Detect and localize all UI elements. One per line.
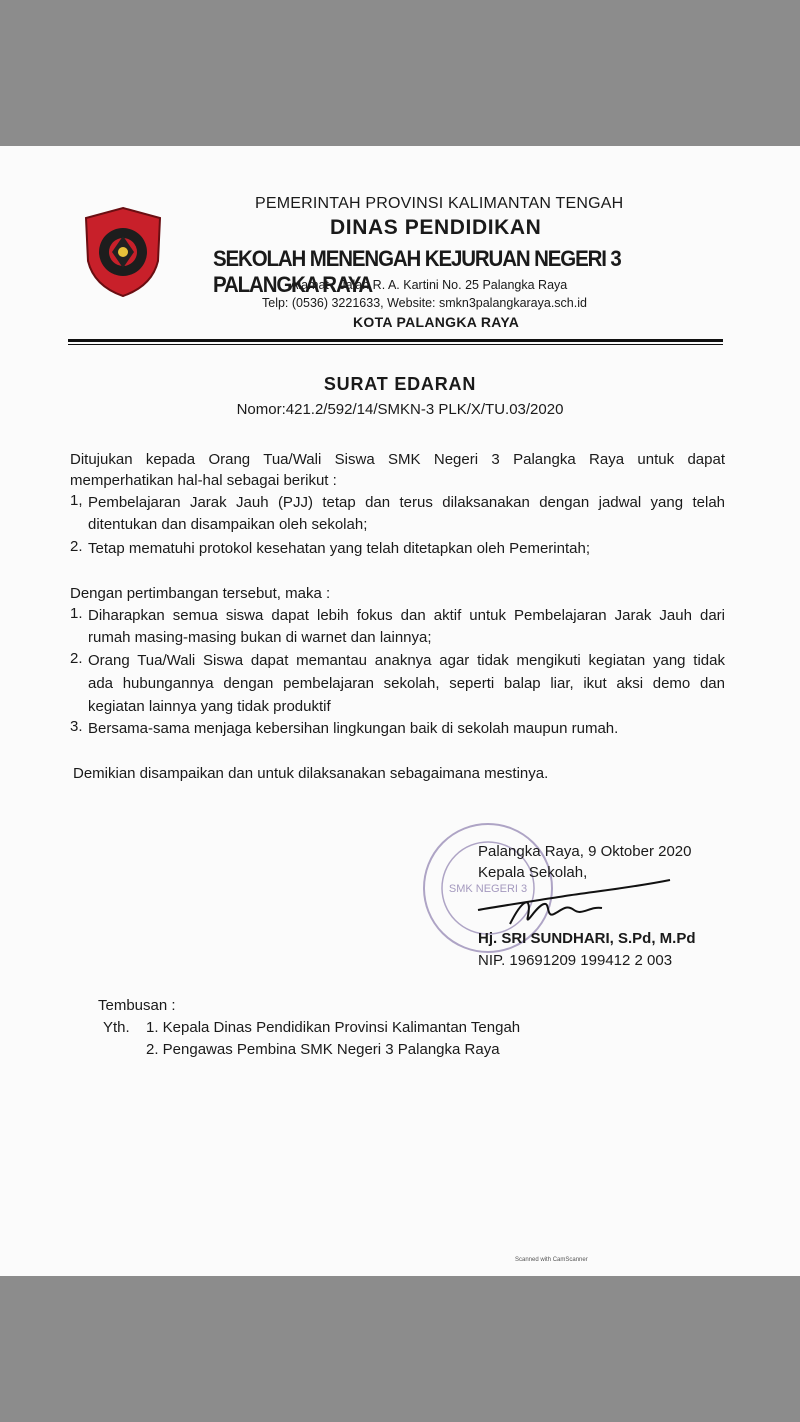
letter-number: Nomor:421.2/592/14/SMKN-3 PLK/X/TU.03/2020 — [236, 401, 564, 418]
copy-item: 2. Pengawas Pembina SMK Negeri 3 Palangka Raya — [146, 1041, 500, 1058]
list-item-text: Pembelajaran Jarak Jauh (PJJ) tetap dan terus dilaksanakan dengan jadwal yang telah — [88, 494, 725, 511]
letterhead-address: Alamat : Jalan R. A. Kartini No. 25 Palangka Raya — [290, 278, 568, 292]
list-number: 3. — [70, 718, 83, 735]
intro-line: Ditujukan kepada Orang Tua/Wali Siswa SMK Negeri 3 Palangka Raya untuk dapat — [70, 451, 725, 468]
intro-line: memperhatikan hal-hal sebagai berikut : — [70, 472, 337, 489]
school-logo — [82, 206, 164, 298]
list-item-text: rumah masing-masing bukan di warnet dan lainnya; — [88, 629, 432, 646]
list-item-text: Diharapkan semua siswa dapat lebih fokus dan aktif untuk Pembelajaran Jarak Jauh dari — [88, 607, 725, 624]
letterhead-contact: Telp: (0536) 3221633, Website: smkn3palangkaraya.sch.id — [262, 296, 587, 310]
copy-item: 1. Kepala Dinas Pendidikan Provinsi Kalimantan Tengah — [146, 1019, 521, 1036]
letterhead-city: KOTA PALANGKA RAYA — [353, 314, 520, 330]
list-item-text: Orang Tua/Wali Siswa dapat memantau anaknya agar tidak mengikuti kegiatan yang tidak — [88, 652, 725, 669]
signatory-nip: NIP. 19691209 199412 2 003 — [478, 952, 673, 969]
list-item-text: ditentukan dan disampaikan oleh sekolah; — [88, 516, 368, 533]
list-number: 2. — [70, 650, 83, 667]
letterhead-divider — [68, 339, 723, 342]
document-page — [0, 146, 800, 1276]
list-number: 1, — [70, 492, 83, 509]
copy-yth: Yth. — [103, 1019, 130, 1036]
letterhead-government: PEMERINTAH PROVINSI KALIMANTAN TENGAH — [255, 195, 624, 212]
letter-title: SURAT EDARAN — [323, 374, 477, 394]
list-number: 1. — [70, 605, 83, 622]
consideration-line: Dengan pertimbangan tersebut, maka : — [70, 585, 331, 602]
list-item-text: Tetap mematuhi protokol kesehatan yang telah ditetapkan oleh Pemerintah; — [88, 540, 590, 557]
letterhead-department: DINAS PENDIDIKAN — [330, 216, 542, 239]
closing-line: Demikian disampaikan dan untuk dilaksanakan sebagaimana mestinya. — [73, 765, 549, 782]
list-item-text: kegiatan lainnya yang tidak produktif — [88, 698, 331, 715]
stamp-text: SMK NEGERI 3 — [448, 883, 528, 895]
list-number: 2. — [70, 538, 83, 555]
letterhead-school-name: SEKOLAH MENENGAH KEJURUAN NEGERI 3 PALANGKA RAYA — [213, 246, 621, 297]
scanner-watermark: Scanned with CamScanner — [515, 1257, 588, 1263]
letterhead-divider-thin — [68, 344, 723, 345]
copy-label: Tembusan : — [98, 997, 176, 1014]
list-item-text: Bersama-sama menjaga kebersihan lingkungan baik di sekolah maupun rumah. — [88, 720, 619, 737]
signature-place-date: Palangka Raya, 9 Oktober 2020 — [478, 843, 692, 860]
list-item-text: ada hubungannya dengan pembelajaran sekolah, seperti balap liar, ikut aksi demo dan — [88, 675, 725, 692]
signatory-name: Hj. SRI SUNDHARI, S.Pd, M.Pd — [478, 930, 696, 947]
signature-position: Kepala Sekolah, — [478, 864, 588, 881]
handwritten-signature — [470, 866, 680, 936]
